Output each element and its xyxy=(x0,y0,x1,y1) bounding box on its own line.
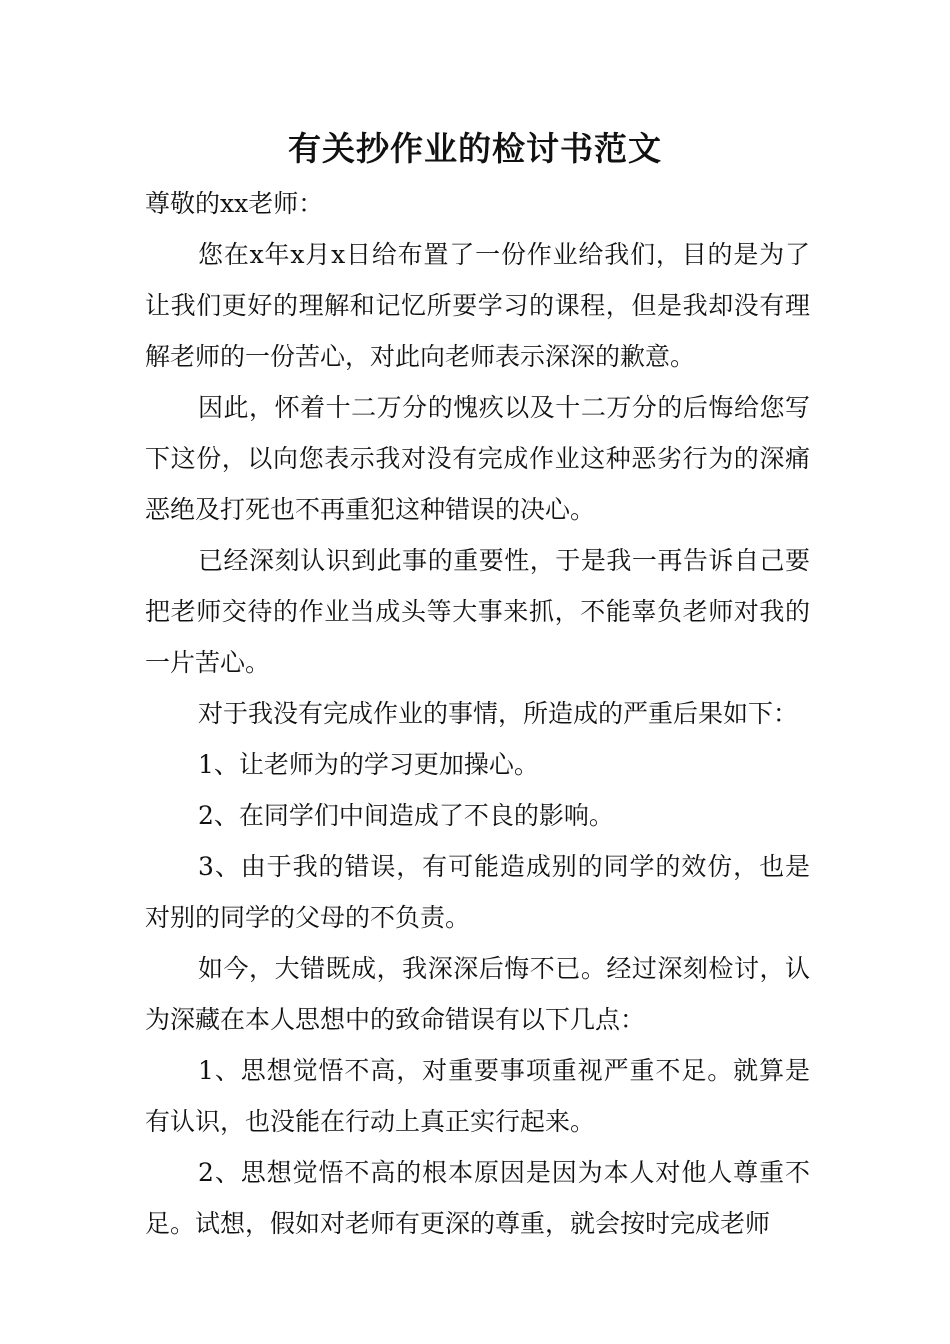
salutation: 尊敬的xx老师： xyxy=(145,189,324,218)
paragraph: 因此，怀着十二万分的愧疚以及十二万分的后悔给您写下这份，以向您表示我对没有完成作业这种恶劣行为的深痛恶绝及打死也不再重犯这种错误的决心。 xyxy=(145,393,810,524)
paragraph: 您在x年x月x日给布置了一份作业给我们，目的是为了让我们更好的理解和记忆所要学习的课程，但是我却没有理解老师的一份苦心，对此向老师表示深深的歉意。 xyxy=(145,240,810,371)
document-title: 有关抄作业的检讨书范文 xyxy=(288,129,662,168)
list-item: 3、由于我的错误，有可能造成别的同学的效仿，也是对别的同学的父母的不负责。 xyxy=(145,852,810,932)
list-item: 1、让老师为的学习更加操心。 xyxy=(198,750,539,779)
paragraph: 已经深刻认识到此事的重要性，于是我一再告诉自己要把老师交待的作业当成头等大事来抓，不能辜负老师对我的一片苦心。 xyxy=(145,546,810,677)
paragraph: 对于我没有完成作业的事情，所造成的严重后果如下： xyxy=(198,699,799,728)
paragraph: 如今，大错既成，我深深后悔不已。经过深刻检讨，认为深藏在本人思想中的致命错误有以下几点： xyxy=(145,954,810,1034)
list-item: 1、思想觉悟不高，对重要事项重视严重不足。就算是有认识，也没能在行动上真正实行起来。 xyxy=(145,1056,810,1136)
document-body xyxy=(145,178,810,1249)
list-item: 2、在同学们中间造成了不良的影响。 xyxy=(198,801,614,830)
list-item: 2、思想觉悟不高的根本原因是因为本人对他人尊重不足。试想，假如对老师有更深的尊重，就会按时完成老师 xyxy=(145,1158,810,1238)
